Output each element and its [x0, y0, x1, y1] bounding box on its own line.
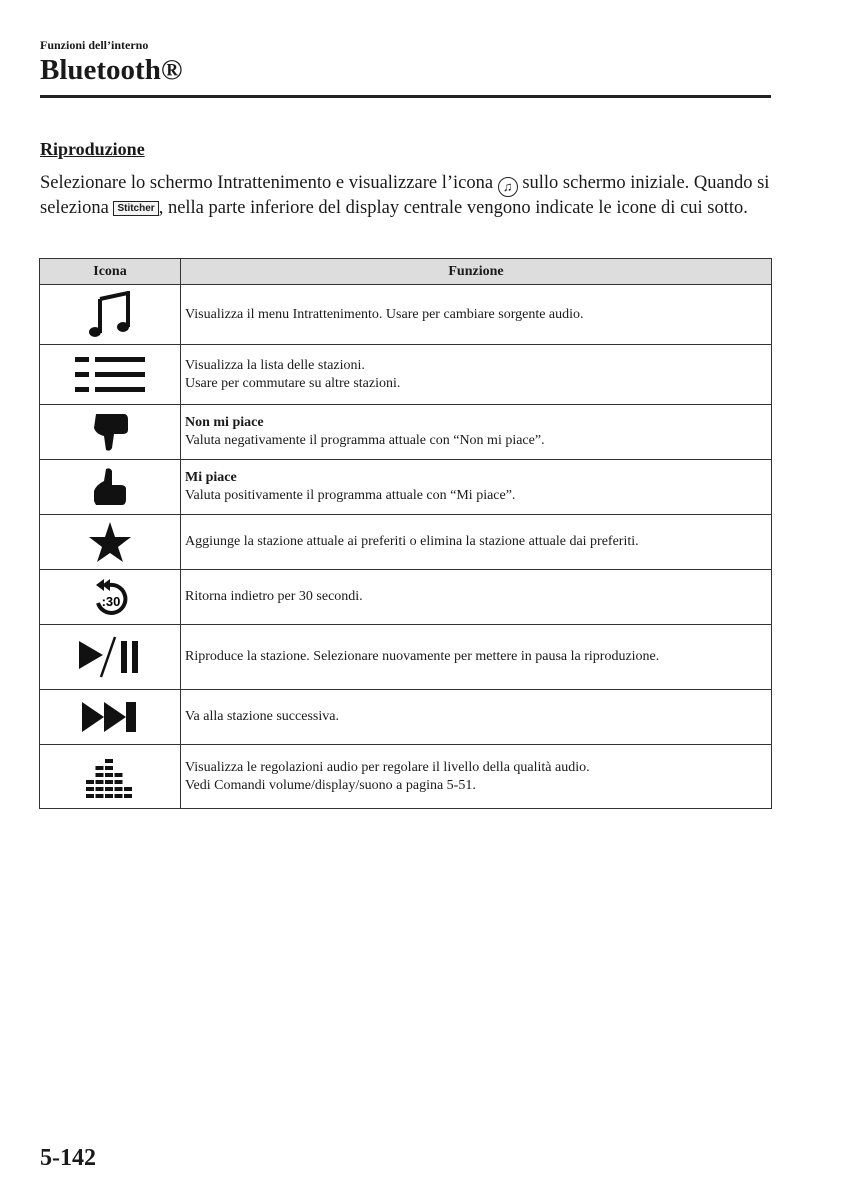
intro-text: sullo schermo iniziale. Quando si seleziona — [40, 173, 770, 218]
row-text: Ritorna indietro per 30 secondi. — [185, 589, 363, 604]
table-row — [40, 460, 772, 515]
stitcher-button: Stitcher — [113, 201, 158, 216]
table-row — [40, 515, 772, 570]
music-note-icon — [88, 291, 132, 339]
station-list-icon — [75, 355, 145, 395]
skip-next-icon — [82, 699, 138, 735]
icon-label: :30 — [101, 594, 121, 609]
row-text: Aggiunge la stazione attuale ai preferiti o elimina la stazione attuale dai preferiti. — [185, 534, 639, 549]
page-title: Bluetooth® — [40, 54, 183, 86]
thumbs-down-icon — [92, 412, 128, 452]
play-pause-icon — [79, 635, 141, 679]
thumbs-up-icon — [92, 467, 128, 507]
row-text: Valuta positivamente il programma attuale con “Mi piace”. — [185, 488, 516, 503]
row-text: Usare per commutare su altre stazioni. — [185, 375, 401, 391]
row-text: Visualizza la lista delle stazioni. — [185, 357, 365, 373]
table-row — [40, 745, 772, 809]
table-row — [40, 625, 772, 690]
row-text: Va alla stazione successiva. — [185, 709, 339, 724]
table-header — [40, 259, 772, 285]
row-text: Riproduce la stazione. Selezionare nuovamente per mettere in pausa la riproduzione. — [185, 649, 660, 664]
music-note-icon: ♫ — [498, 177, 518, 197]
star-icon — [88, 521, 132, 563]
col-function: Funzione — [181, 259, 772, 285]
row-title: Mi piace — [185, 470, 237, 485]
intro-text: , nella parte inferiore del display centrale vengono indicate le icone di cui sotto. — [158, 198, 748, 218]
row-text: Visualizza il menu Intrattenimento. Usare per cambiare sorgente audio. — [185, 306, 584, 322]
table-row — [40, 405, 772, 460]
section-label: Funzioni dell’interno — [40, 38, 149, 52]
table-row — [40, 690, 772, 745]
divider — [40, 95, 771, 98]
row-text: Vedi Comandi volume/display/suono a pagina 5-51. — [185, 777, 476, 793]
rewind-30-icon — [90, 577, 130, 617]
table-row — [40, 570, 772, 625]
icon-table — [39, 258, 772, 809]
row-text: Valuta negativamente il programma attuale con “Non mi piace”. — [185, 433, 545, 448]
intro-text: Selezionare lo schermo Intrattenimento e visualizzare l’icona — [40, 173, 494, 193]
col-icon: Icona — [40, 259, 181, 285]
table-row — [40, 345, 772, 405]
page-number: 5-142 — [40, 1145, 96, 1171]
intro-paragraph — [40, 172, 780, 219]
row-text: Visualizza le regolazioni audio per regolare il livello della qualità audio. — [185, 759, 590, 775]
table-row — [40, 285, 772, 345]
subsection-title: Riproduzione — [40, 139, 145, 159]
row-title: Non mi piace — [185, 415, 264, 430]
equalizer-icon — [86, 756, 134, 798]
